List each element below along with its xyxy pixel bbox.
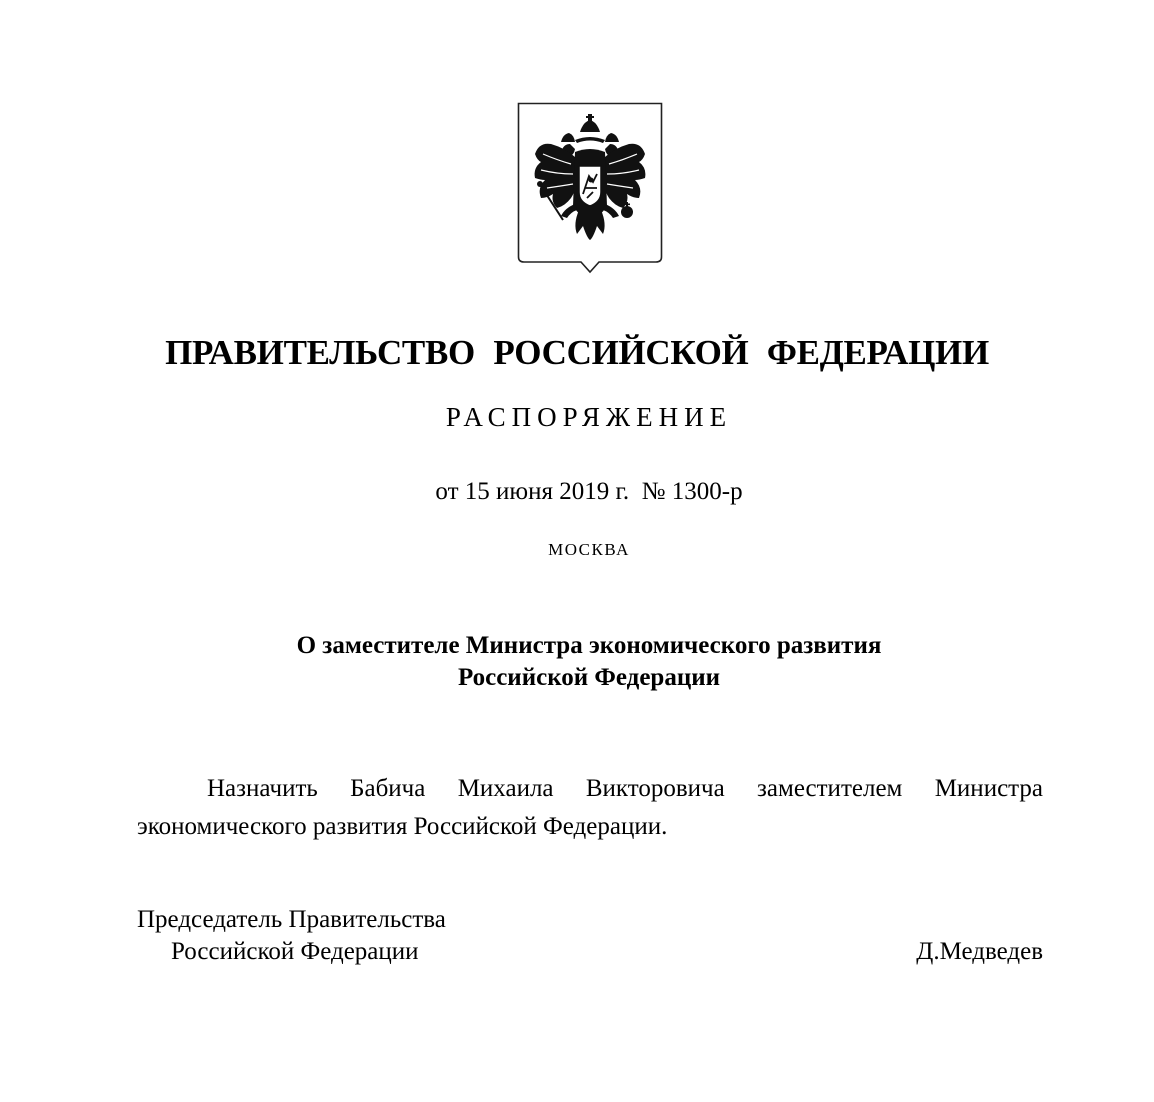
government-title: ПРАВИТЕЛЬСТВО РОССИЙСКОЙ ФЕДЕРАЦИИ [165, 333, 989, 372]
document-subject [0, 630, 1154, 694]
signatory-position [137, 904, 446, 968]
signatory-position-line-1: Председатель Правительства [137, 906, 446, 933]
document-body-paragraph: Назначить Бабича Михаила Викторовича заместителем Министра экономического развития Российской Федерации. [137, 775, 1043, 840]
signatory-position-line-2: Российской Федерации [171, 938, 419, 965]
coat-of-arms-emblem [517, 102, 663, 274]
document-date-number: от 15 июня 2019 г. № 1300-р [435, 478, 743, 505]
subject-line-2: Российской Федерации [457, 664, 721, 691]
russian-coat-of-arms-icon [517, 102, 663, 274]
document-type: РАСПОРЯЖЕНИЕ [445, 402, 733, 432]
subject-line-1: О заместителе Министра экономического развития [296, 632, 882, 659]
document-city: МОСКВА [548, 540, 630, 559]
signatory-name: Д.Медведев [916, 938, 1043, 965]
